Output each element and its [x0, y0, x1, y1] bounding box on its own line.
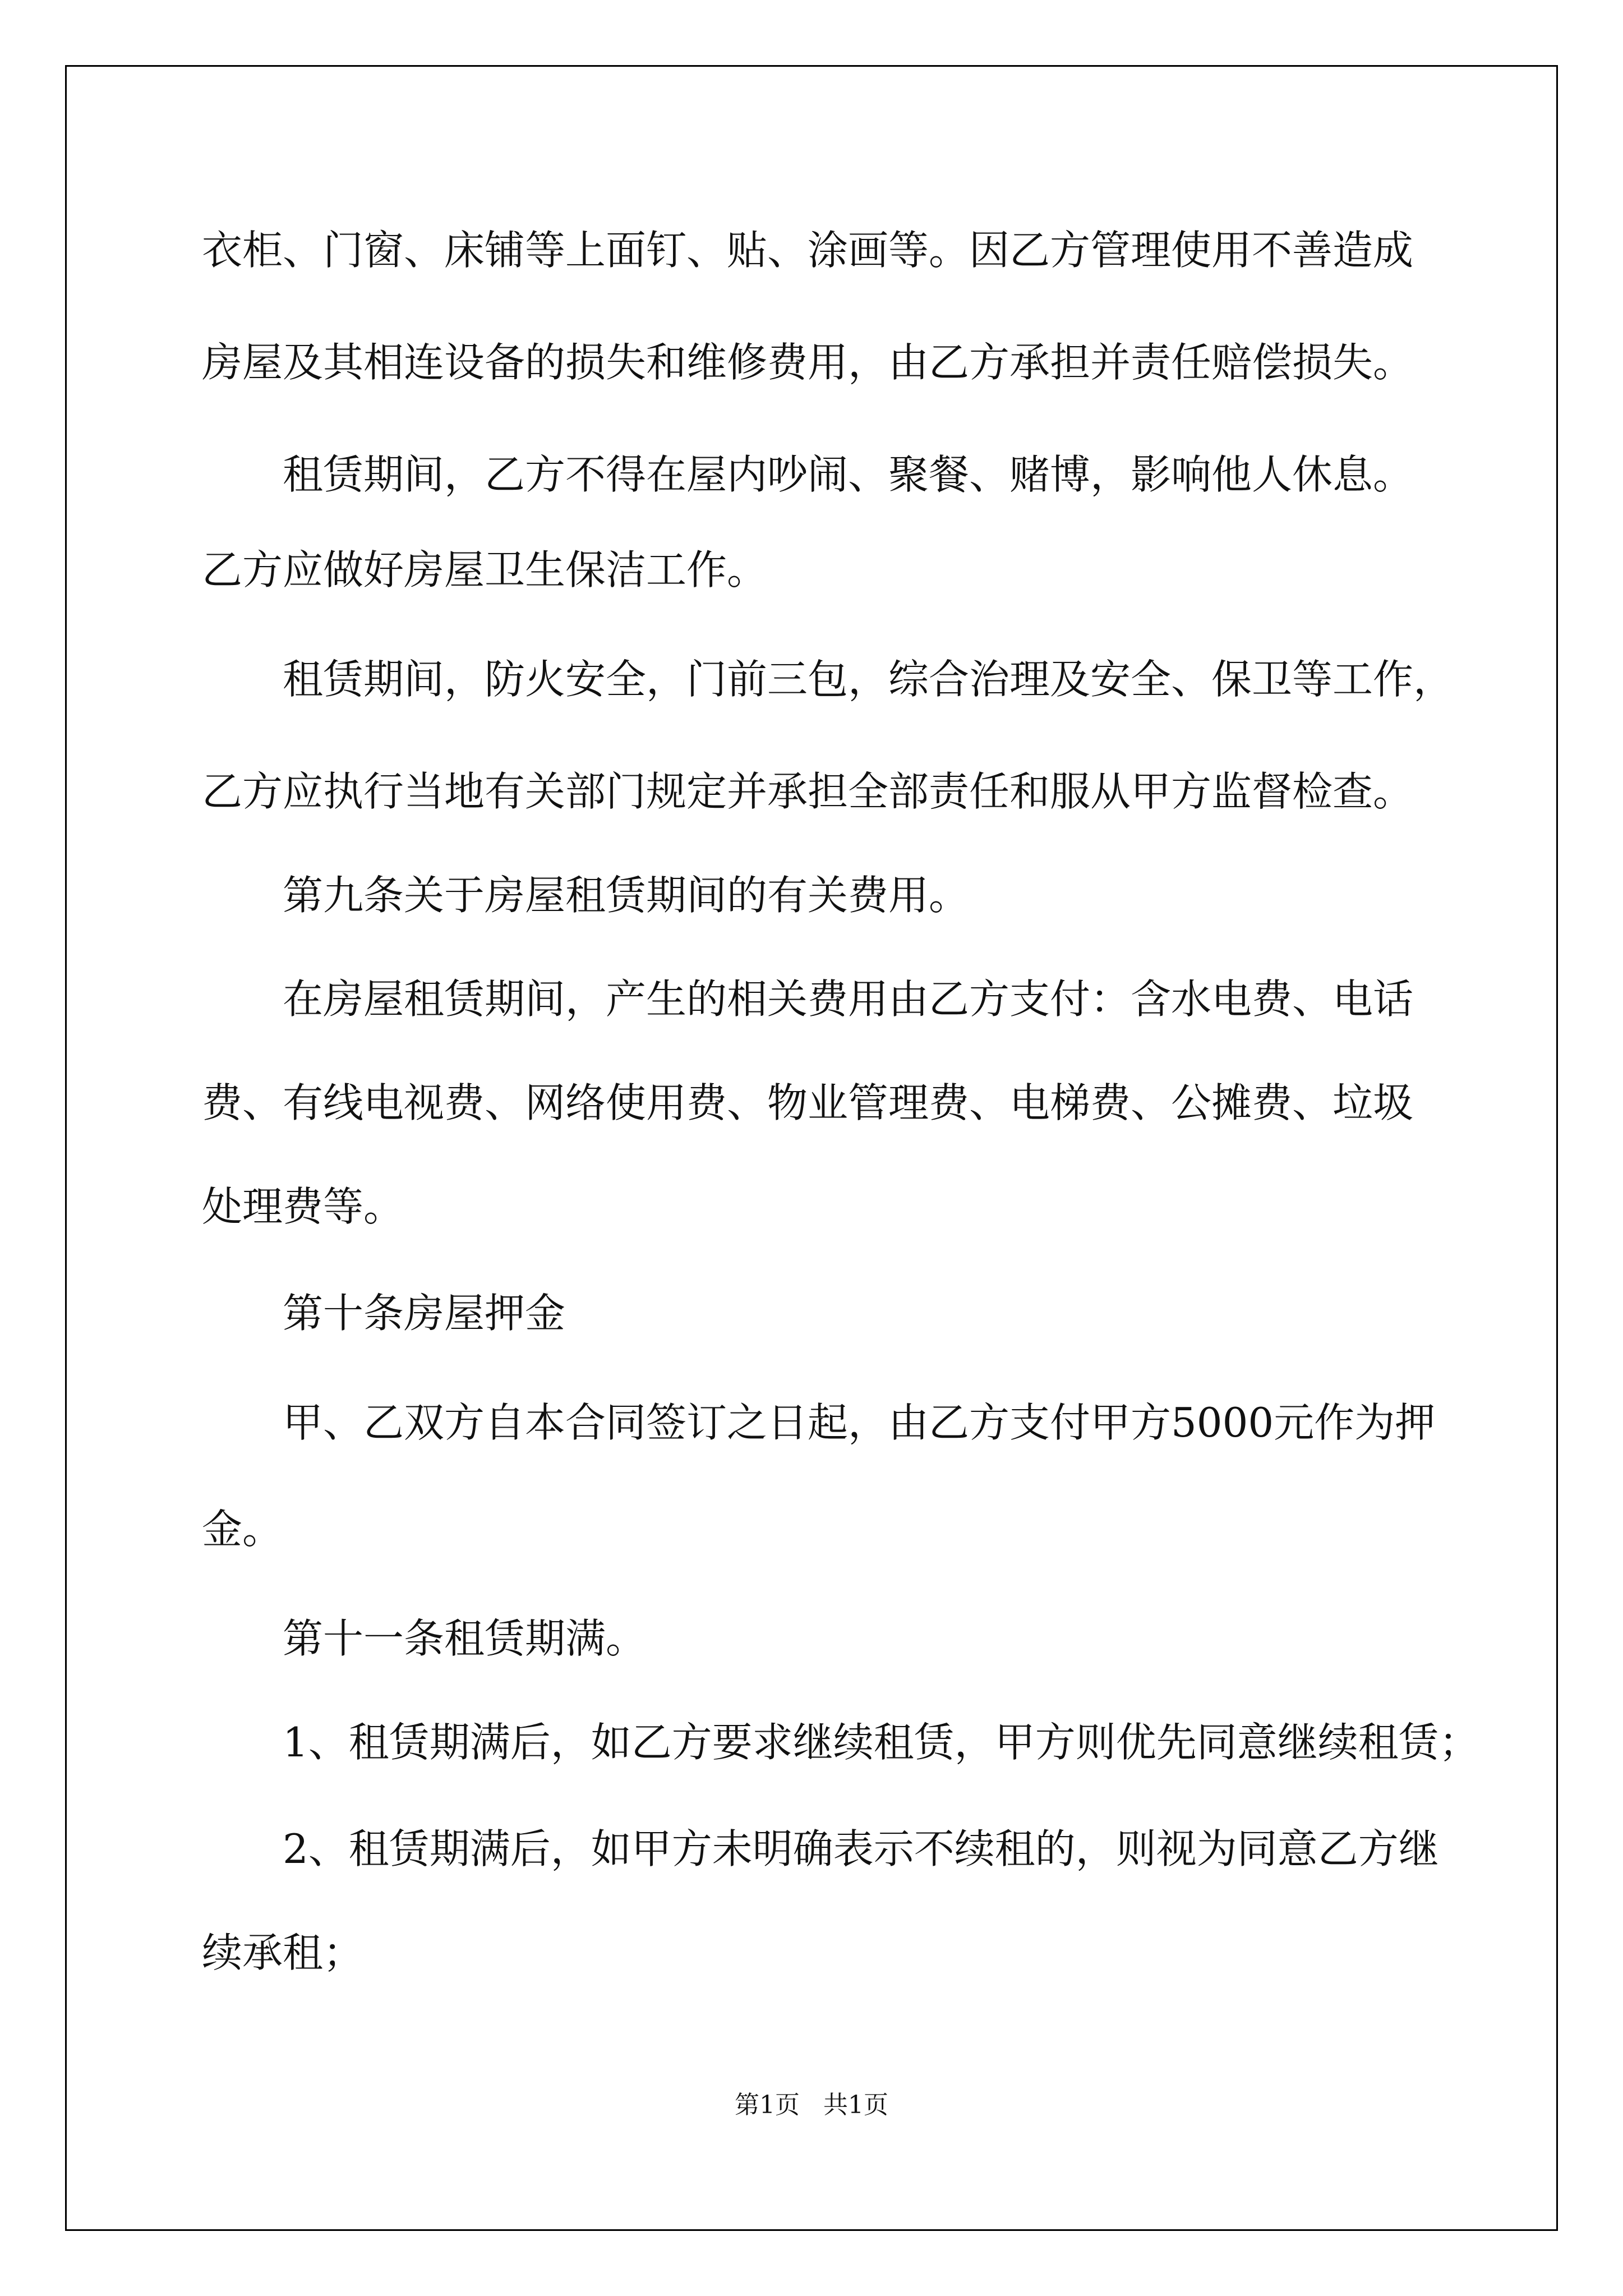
paragraph-line: 费、有线电视费、网络使用费、物业管理费、电梯费、公摊费、垃圾: [202, 1079, 1414, 1126]
paragraph-line: 租赁期间，防火安全，门前三包，综合治理及安全、保卫等工作，: [283, 656, 1454, 703]
paragraph-line: 乙方应做好房屋卫生保洁工作。: [202, 546, 768, 593]
paragraph-line: 金。: [202, 1506, 283, 1553]
paragraph-line: 衣柜、门窗、床铺等上面钉、贴、涂画等。因乙方管理使用不善造成: [202, 227, 1414, 274]
paragraph-line: 房屋及其相连设备的损失和维修费用，由乙方承担并责任赔偿损失。: [202, 339, 1414, 386]
paragraph-line: 租赁期间，乙方不得在屋内吵闹、聚餐、赌博，影响他人休息。: [283, 451, 1414, 498]
paragraph-line: 乙方应执行当地有关部门规定并承担全部责任和服从甲方监督检查。: [202, 768, 1414, 815]
paragraph-line: 甲、乙双方自本合同签订之日起，由乙方支付甲方5000元作为押: [283, 1399, 1436, 1446]
section-heading: 第十条房屋押金: [283, 1290, 566, 1337]
paragraph-line: 1、租赁期满后，如乙方要求继续租赁，甲方则优先同意继续租赁；: [283, 1719, 1479, 1766]
section-heading: 第十一条租赁期满。: [283, 1615, 647, 1662]
section-heading: 第九条关于房屋租赁期间的有关费用。: [283, 872, 970, 919]
paragraph-line: 续承租；: [202, 1929, 364, 1976]
page-footer: 第1页 共1页: [735, 2091, 888, 2119]
paragraph-line: 2、租赁期满后，如甲方未明确表示不续租的，则视为同意乙方继: [283, 1825, 1439, 1872]
paragraph-line: 在房屋租赁期间，产生的相关费用由乙方支付：含水电费、电话: [283, 976, 1414, 1023]
paragraph-line: 处理费等。: [202, 1183, 404, 1230]
page-border: [65, 65, 1558, 2231]
